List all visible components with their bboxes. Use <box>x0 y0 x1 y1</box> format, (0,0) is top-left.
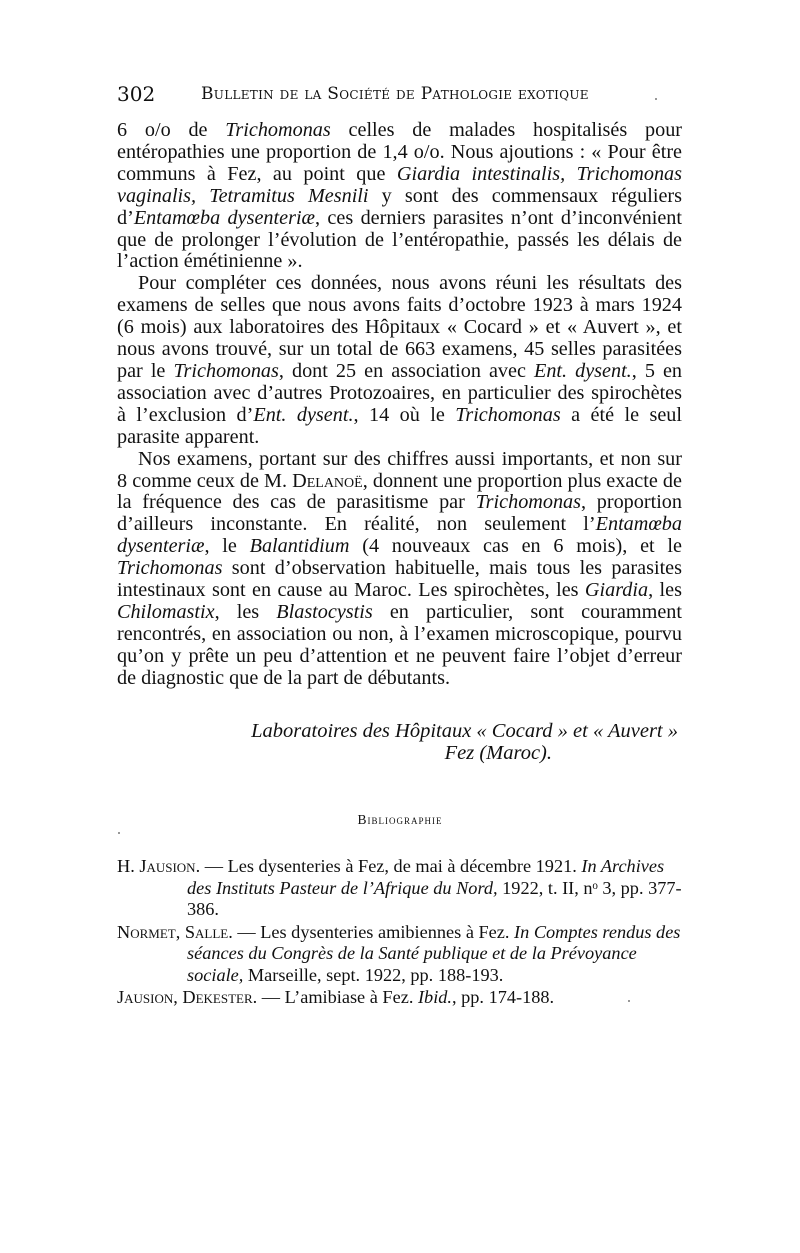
text-run: , proportion d’ailleurs inconstante. En réalité, non seulement l’ <box>117 491 682 536</box>
italic-text-run: Trichomonas <box>173 359 279 382</box>
text-run: , 5 en association avec d’autres Protozoaires, en particulier des spirochètes à l’exclusion d’ <box>117 359 683 426</box>
print-speck <box>118 832 120 834</box>
italic-text-run: Trichomonas <box>455 403 561 426</box>
body-paragraph <box>117 120 682 273</box>
bibliography-source: In Comptes rendus des séances du Congrès de la Santé publique et de la Prévoyance sociale, <box>187 921 681 985</box>
bibliography-source: In Archives des Instituts Pasteur de l’Afrique du Nord, <box>187 856 665 898</box>
italic-text-run: Chilomastix <box>117 600 215 623</box>
bibliography-author: Jausion, Dekester. <box>117 987 258 1007</box>
bibliography-entry <box>117 987 682 1009</box>
text-run: , les <box>648 579 682 602</box>
italic-text-run: Trichomonas <box>475 491 582 514</box>
text-run: y sont des commensaux réguliers d’ <box>117 184 682 229</box>
bibliography-text: Marseille, sept. 1922, pp. 188-193. <box>243 964 504 985</box>
article-body <box>117 120 682 690</box>
affiliation-laboratories: Laboratoires des Hôpitaux « Cocard » et « Auvert » <box>251 720 678 742</box>
italic-text-run: Entamœba dysenteriæ <box>117 513 682 558</box>
italic-text-run: Blastocystis <box>276 600 373 623</box>
small-caps-text-run: Delanoë <box>292 469 363 492</box>
italic-text-run: Ent. dysent. <box>253 403 354 426</box>
text-run: celles de malades hospitalisés pour entéropathies une proportion de 1,4 o/o. Nous ajoutions : « Pour être communs à Fez, au point que <box>117 119 683 185</box>
text-run: , 14 où le <box>353 403 456 426</box>
body-paragraph <box>117 449 682 690</box>
bibliography-author: H. Jausion. <box>117 856 201 876</box>
body-paragraph <box>117 273 682 448</box>
bibliography-text: , pp. 174-188. <box>452 987 555 1007</box>
text-run: , donnent une proportion plus exacte de la fréquence des cas de parasitisme par <box>117 469 682 514</box>
affiliation <box>117 720 682 764</box>
italic-text-run: Trichomonas <box>117 557 223 580</box>
page-number: 302 <box>117 82 156 106</box>
italic-text-run: Ent. dysent. <box>533 359 632 382</box>
text-run: Pour compléter ces données, nous avons réuni les résultats des examens de selles que nous avons faits d’octobre 1923 à mars 1924 (6 mois) aux laboratoires des Hôpitaux « Cocard » et « Auvert », et nous avons trouvé, sur un total de 663 examens, 45 selles parasitées par le <box>117 272 682 382</box>
italic-text-run: Entamœba dysenteriæ <box>133 206 316 229</box>
italic-text-run: Giardia <box>584 579 649 602</box>
text-run: 6 o/o de <box>117 119 226 141</box>
bibliography-text: — Les dysenteries à Fez, de mai à décembre 1921. <box>200 856 582 876</box>
italic-text-run: Giardia intestinalis, Trichomonas vaginalis, Tetramitus Mesnili <box>117 162 683 207</box>
italic-text-run: Balantidium <box>249 535 350 558</box>
print-speck <box>655 98 657 100</box>
bibliography-list <box>117 856 682 1010</box>
text-run: en particulier, sont couramment rencontrés, en association ou non, à l’examen microscopique, pourvu qu’on y prête un peu d’attention et ne peuvent faire l’objet d’erreur de diagnostic que de la part de débutants. <box>117 600 682 689</box>
bibliography-author: Normet, Salle. <box>117 921 233 942</box>
italic-text-run: Trichomonas <box>225 119 331 141</box>
text-run: , dont 25 en association avec <box>278 359 534 382</box>
bibliography-entry <box>117 856 682 921</box>
text-run: sont d’observation habituelle, mais tous les parasites intestinaux sont en cause au Maroc. Les spirochètes, les <box>117 557 682 602</box>
text-run: , le <box>204 535 250 558</box>
text-run: (4 nouveaux cas en 6 mois), et le <box>349 535 682 558</box>
bibliography-text: — Les dysenteries amibiennes à Fez. <box>232 921 515 942</box>
text-run: , les <box>214 600 277 623</box>
bibliography-heading: Bibliographie <box>357 812 443 827</box>
text-run: a été le seul parasite apparent. <box>117 403 683 448</box>
print-speck <box>628 1000 630 1002</box>
page-header <box>117 82 682 110</box>
bibliography-text: — L’amibiase à Fez. <box>257 987 418 1007</box>
affiliation-city: Fez (Maroc). <box>444 742 552 764</box>
bibliography-text: 1922, t. II, nᵒ 3, pp. 377-386. <box>187 877 682 919</box>
text-run: , ces derniers parasites n’ont d’inconvénient que de prolonger l’évolution de l’entéropathie, passés les délais de l’action émétinienne ». <box>117 206 682 273</box>
running-title: Bulletin de la Société de Pathologie exotique <box>201 84 589 104</box>
text-run: Nos examens, portant sur des chiffres aussi importants, et non sur 8 comme ceux de M. <box>117 447 682 492</box>
bibliography-entry <box>117 922 682 987</box>
bibliography-source: Ibid. <box>417 987 452 1007</box>
